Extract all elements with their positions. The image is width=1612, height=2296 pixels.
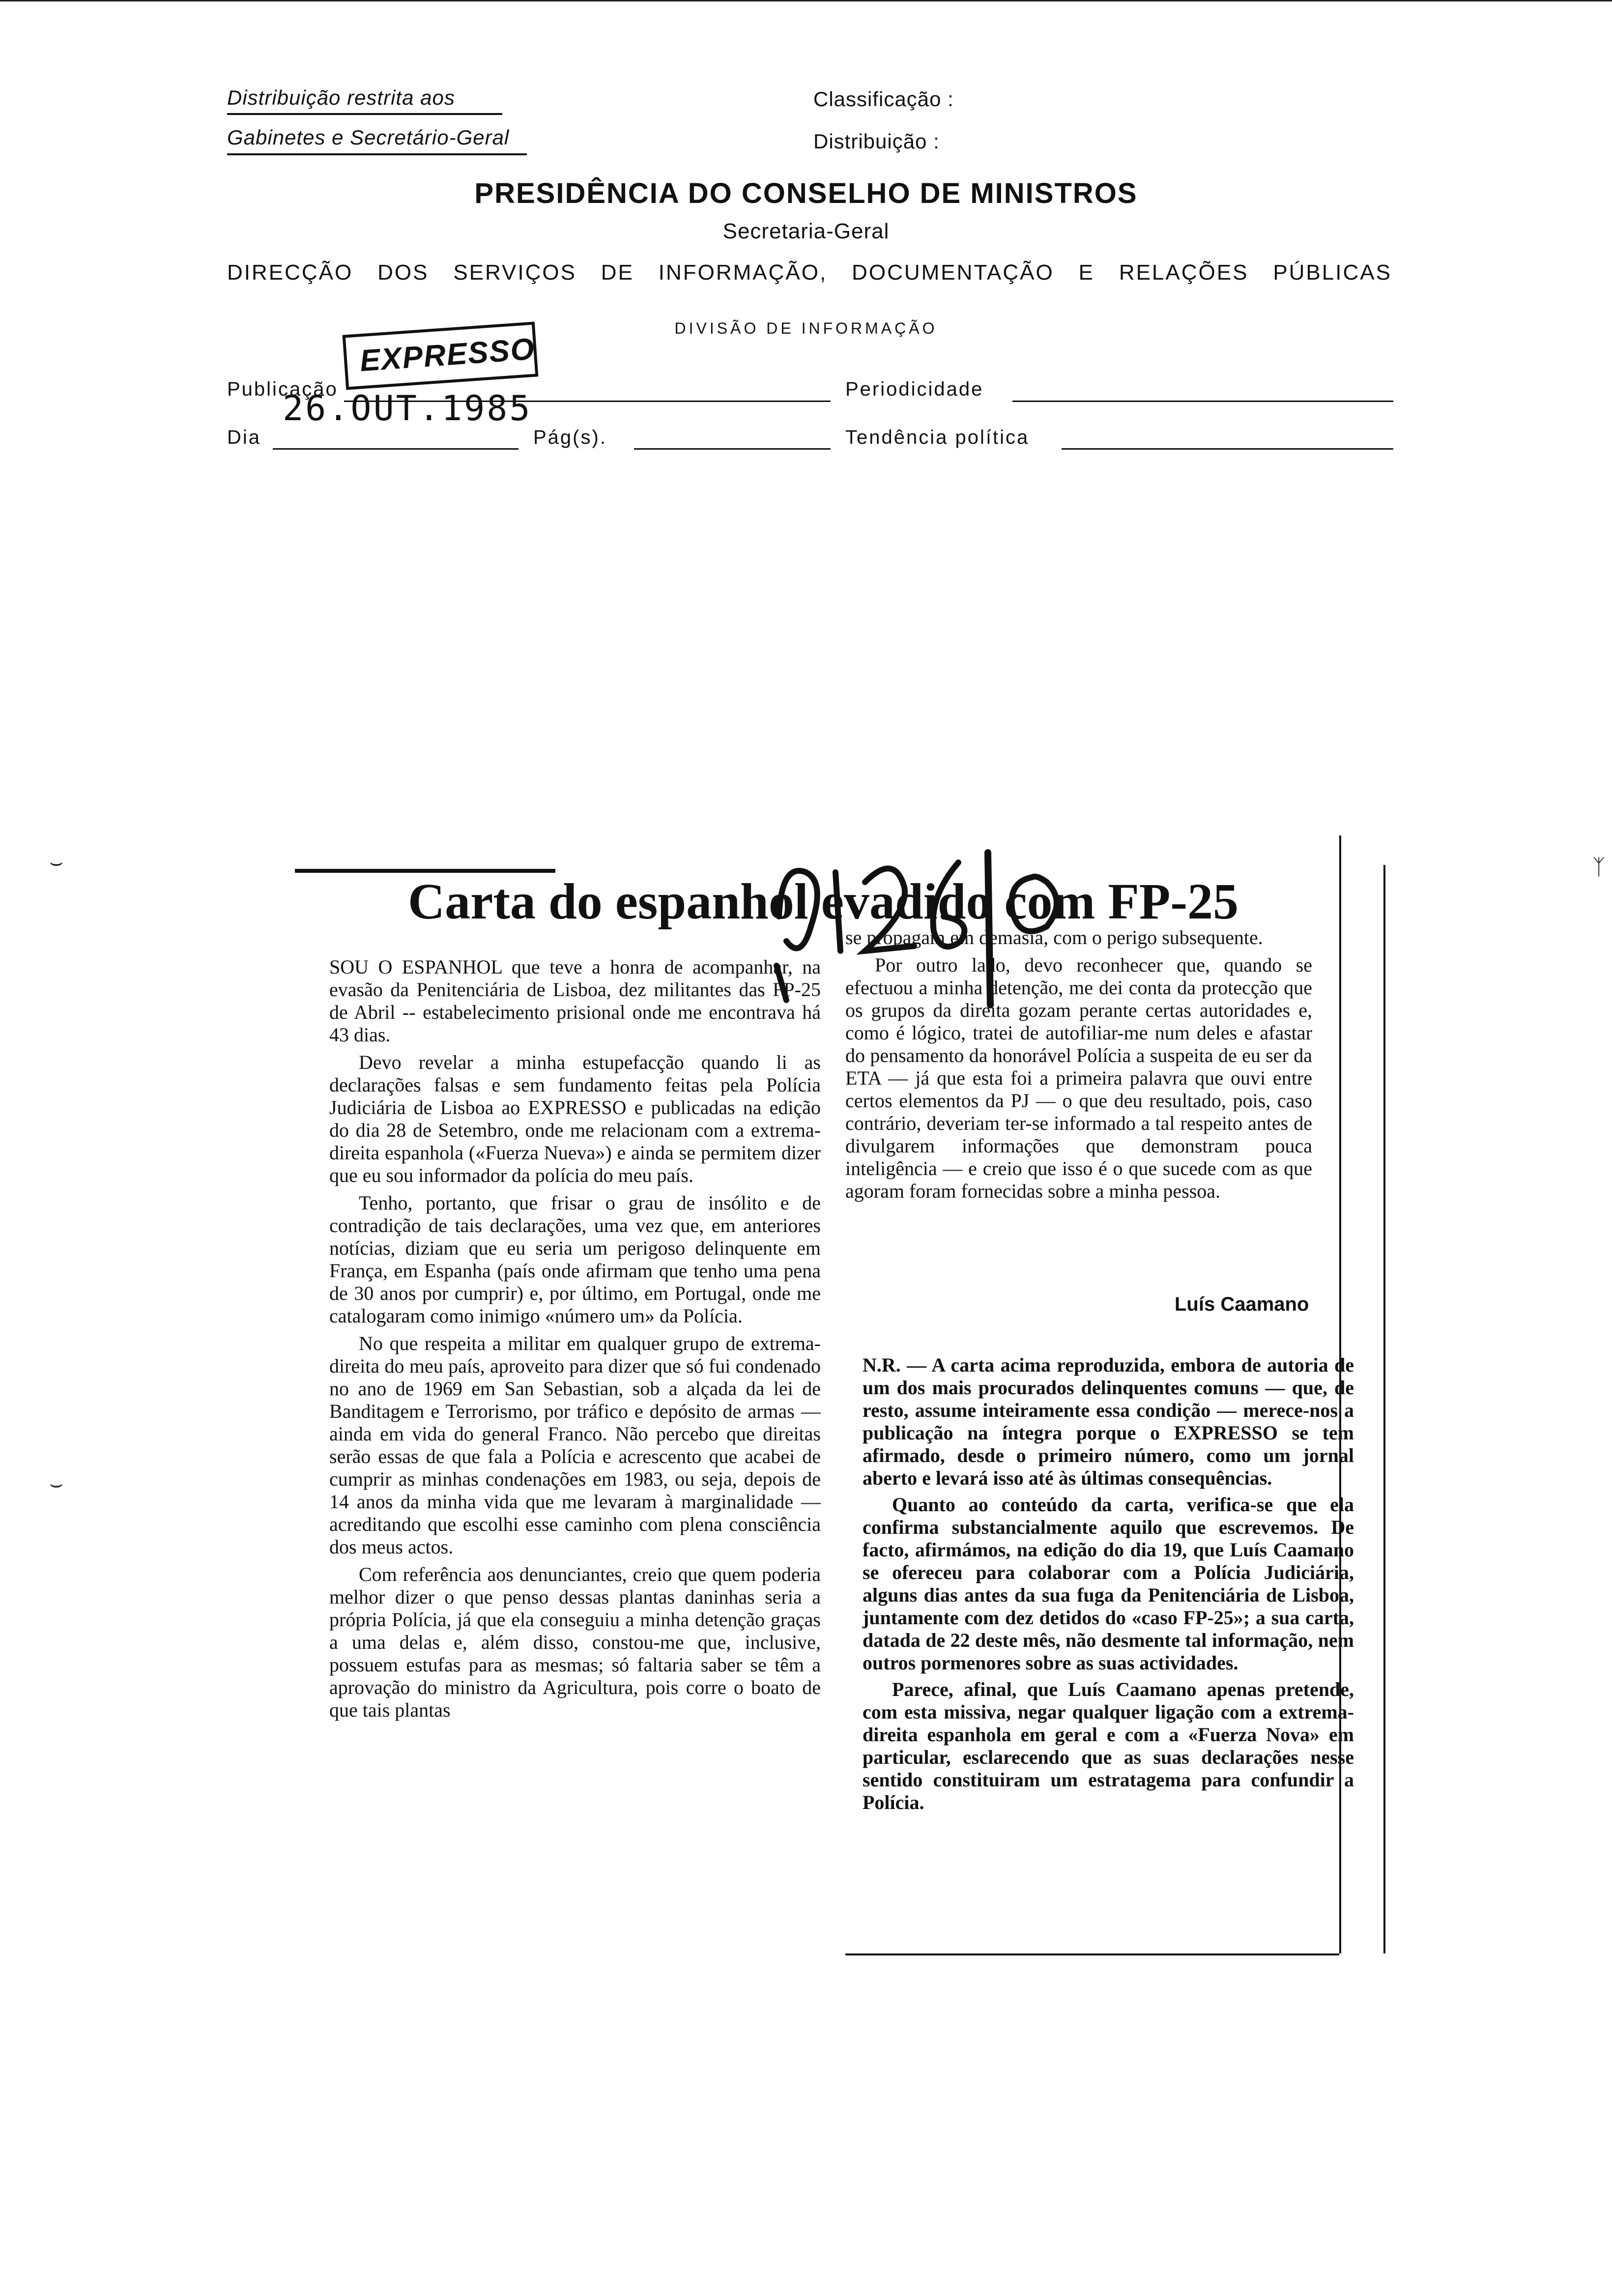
presidencia-title: PRESIDÊNCIA DO CONSELHO DE MINISTROS (474, 177, 1138, 209)
direccao-word: PÚBLICAS (1273, 260, 1392, 285)
article-paragraph: SOU O ESPANHOL que teve a honra de acompanhar, na evasão da Penitenciária de Lisboa, dez militantes das FP-25 de Abril -- estabelecimento prisional onde me encontrava há 43 dias. (329, 956, 821, 1046)
editor-note-paragraph: Parece, afinal, que Luís Caamano apenas pretende, com esta missiva, negar qualquer ligação com a extrema-direita espanhola em geral e com a «Fuerza Nova» em particular, esclarecendo que as suas declarações nesse sentido constituiram um estratagema para confundir a Polícia. (863, 1678, 1354, 1813)
direccao-word: DOCUMENTAÇÃO (852, 260, 1054, 285)
direccao-line (227, 260, 1392, 285)
distribution-underline (227, 113, 502, 115)
article-column-1 (329, 956, 821, 1726)
secretaria-geral: Secretaria-Geral (722, 219, 890, 243)
article-paragraph: Tenho, portanto, que frisar o grau de insólito e de contradição de tais declarações, uma vez que, em anteriores notícias, diziam que eu seria um perigoso delinquente em França, em Espanha (país onde afirmam que tenho uma pena de 30 anos por cumprir) e, por último, em Portugal, onde me catalogaram como inimigo «número um» da Polícia. (329, 1192, 821, 1327)
article-paragraph: Por outro lado, devo reconhecer que, quando se efectuou a minha detenção, me dei conta da protecção que os grupos da direita gozam perante certas autoridades e, como é lógico, tratei de autofiliar-me num deles e afastar do pensamento da honorável Polícia a suspeita de eu ser da ETA — já que esta foi a primeira palavra que ouvi entre certos elementos da PJ — o que deu resultado, pois, caso contrário, deveriam ter-se informado a tal respeito antes de divulgarem informações que demonstram pouca inteligência — e creio que isso é o que sucede com as que agoram foram fornecidas sobre a minha pessoa. (845, 954, 1312, 1202)
pags-label: Pág(s). (533, 427, 607, 448)
clipping-bottom-rule (845, 1953, 1339, 1955)
handwritten-code-annotation (772, 843, 1091, 1010)
scan-margin-mark: ⌣ (49, 850, 63, 874)
stamp-text: EXPRESSO (358, 332, 537, 378)
periodicidade-label: Periodicidade (845, 378, 984, 400)
article-paragraph: Com referência aos denunciantes, creio que quem poderia melhor dizer o que penso dessas plantas daninhas seria a própria Polícia, já que ela conseguiu a minha detenção graças a uma delas e, além disso, constou-me que, inclusive, possuem estufas para as mesmas; só faltaria saber se têm a aprovação do ministro da Agricultura, pois corre o boato de que tais plantas (329, 1563, 821, 1721)
pags-field-line (634, 448, 831, 450)
scan-margin-mark: ᛉ (1592, 855, 1606, 879)
dia-label: Dia (227, 427, 261, 448)
article-paragraph: se propagam em demasia, com o perigo subsequente. (845, 926, 1263, 948)
dia-field-line (273, 448, 518, 450)
article-headline: Carta do espanhol evadido com FP-25 (408, 873, 1238, 930)
editor-note (863, 1354, 1354, 1818)
clipping-outer-rule (1383, 865, 1385, 1953)
direccao-word: SERVIÇOS (453, 260, 576, 285)
direccao-word: DIRECÇÃO (227, 260, 353, 285)
direccao-word: INFORMAÇÃO, (658, 260, 828, 285)
cabinets-underline (227, 153, 527, 155)
editor-note-paragraph: Quanto ao conteúdo da carta, verifica-se que ela confirma substancialmente aquilo que escrevemos. De facto, afirmámos, na edição do dia 19, que Luís Caamano se ofereceu para colaborar com a Polícia Judiciária, alguns dias antes da sua fuga da Penitenciária de Lisboa, juntamente com dez detidos do «caso FP-25»; a sua carta, datada de 22 deste mês, não desmente tal informação, nem outros pormenores sobre as suas actividades. (863, 1493, 1354, 1674)
editor-note-paragraph: N.R. — A carta acima reproduzida, embora de autoria de um dos mais procurados delinquentes comuns — que, de resto, assume inteiramente essa condição — merece-nos a publicação na íntegra porque o EXPRESSO se tem afirmado, desde o primeiro número, como um jornal aberto e levará isso até às últimas consequências. (863, 1354, 1354, 1489)
classificacao-label: Classificação : (813, 87, 954, 111)
article-signature: Luís Caamano (1175, 1293, 1309, 1315)
scan-margin-mark: ⌣ (49, 1472, 63, 1496)
article-paragraph: Devo revelar a minha estupefacção quando li as declarações falsas e sem fundamento feitas pela Polícia Judiciária de Lisboa ao EXPRESSO e publicadas na edição do dia 28 de Setembro, onde me relacionam com a extrema-direita espanhola («Fuerza Nueva») e ainda se permitem dizer que eu sou informador da polícia do meu país. (329, 1051, 821, 1186)
publicacao-label: Publicação (227, 378, 338, 400)
tendencia-label: Tendência política (845, 427, 1030, 448)
distribution-restricted-label: Distribuição restrita aos (227, 86, 455, 109)
date-stamp: 26.OUT.1985 (283, 388, 532, 429)
scan-top-edge (0, 0, 1612, 1)
direccao-word: DOS (377, 260, 429, 285)
divisao-informacao: DIVISÃO DE INFORMAÇÃO (674, 319, 938, 337)
periodicidade-field-line (1012, 401, 1393, 402)
direccao-word: DE (601, 260, 634, 285)
tendencia-field-line (1062, 448, 1393, 450)
direccao-word: E (1078, 260, 1094, 285)
cabinets-label: Gabinetes e Secretário-Geral (227, 126, 510, 149)
direccao-word: RELAÇÕES (1119, 260, 1249, 285)
distribuicao-label: Distribuição : (813, 130, 940, 153)
article-paragraph: No que respeita a militar em qualquer grupo de extrema-direita do meu país, aproveito para dizer que só fui condenado no ano de 1969 em San Sebastian, sob a alçada da lei de Banditagem e Terrorismo, por tráfico e depósito de armas — ainda em vida do general Franco. Não percebo que direitas serão essas de que fala a Polícia e acrescento que acabei de cumprir as minhas condenações em 1983, ou seja, depois de 14 anos da minha vida que me levaram à marginalidade — acreditando que escolhi esse caminho com plena consciência dos meus actos. (329, 1332, 821, 1558)
